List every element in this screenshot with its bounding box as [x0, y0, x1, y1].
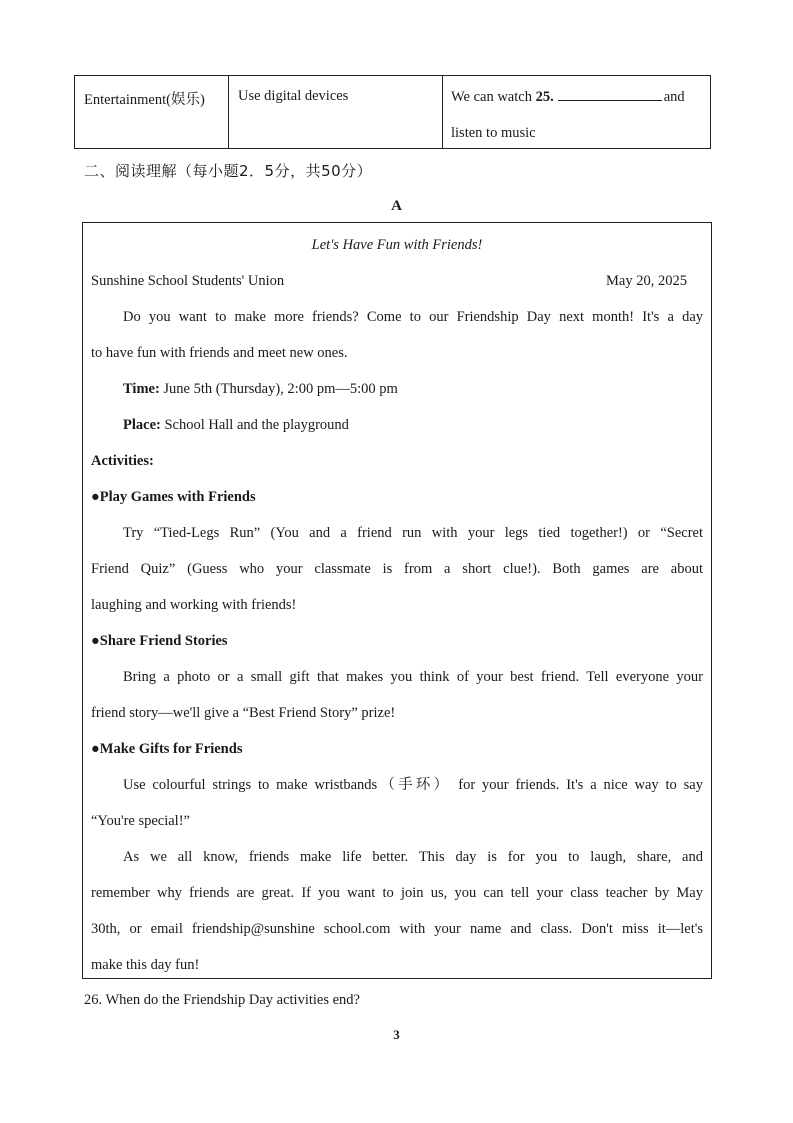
question-number-25: 25.	[535, 89, 554, 105]
activity-1-line-1: Try “Tied-Legs Run” (You and a friend run with your legs tied together!) or “Secret	[123, 525, 703, 541]
activity-1-line-3: laughing and working with friends!	[91, 597, 297, 613]
activities-label: Activities:	[91, 453, 154, 469]
notice-box	[82, 222, 712, 979]
activity-2-title: ●Share Friend Stories	[91, 633, 228, 649]
intro-line-1: Do you want to make more friends? Come to our Friendship Day next month! It's a day	[123, 309, 703, 325]
time-label: Time:	[123, 381, 160, 397]
place-label: Place:	[123, 417, 161, 433]
ending-line-2: remember why friends are great. If you want to join us, you can tell your class teacher by May	[91, 885, 703, 901]
table-cell-answer	[443, 76, 710, 148]
time-line	[91, 371, 703, 407]
section-heading: 二、阅读理解（每小题2．5分，共50分）	[84, 162, 373, 180]
notice-header	[91, 263, 703, 299]
blank-25[interactable]	[558, 88, 662, 101]
activity-1-title: ●Play Games with Friends	[91, 489, 256, 505]
activity-1-line-2: Friend Quiz” (Guess who your classmate is from a short clue!). Both games are about	[91, 561, 703, 577]
notice-date: May 20, 2025	[606, 273, 687, 289]
activity-2-line-1: Bring a photo or a small gift that makes you think of your best friend. Tell everyone your	[123, 669, 703, 685]
notice-title: Let's Have Fun with Friends!	[311, 237, 483, 253]
table-cell-category: Entertainment(娱乐)	[75, 76, 229, 148]
place-value: School Hall and the playground	[160, 417, 349, 433]
place-line	[91, 407, 703, 443]
page-number: 3	[393, 1027, 400, 1042]
passage-letter: A	[391, 198, 402, 214]
intro-line-2: to have fun with friends and meet new ones.	[91, 345, 348, 361]
activity-3-title: ●Make Gifts for Friends	[91, 741, 243, 757]
ending-line-4: make this day fun!	[91, 957, 200, 973]
activity-2-line-2: friend story—we'll give a “Best Friend Story” prize!	[91, 705, 396, 721]
activity-3-line-1: Use colourful strings to make wristbands（手环） for your friends. It's a nice way to say	[123, 777, 703, 793]
table-cell-activity: Use digital devices	[229, 76, 443, 148]
answer-prefix: We can watch	[451, 89, 536, 105]
time-value: June 5th (Thursday), 2:00 pm—5:00 pm	[159, 381, 398, 397]
ending-line-3: 30th, or email friendship@sunshine school.com with your name and class. Don't miss it—let's	[91, 921, 703, 937]
ending-line-1: As we all know, friends make life better. This day is for you to laugh, share, and	[123, 849, 703, 865]
activity-3-line-2: “You're special!”	[91, 813, 190, 829]
vocab-table-row	[74, 75, 711, 149]
answer-suffix: and	[663, 89, 685, 105]
answer-line2: listen to music	[451, 125, 536, 141]
notice-from: Sunshine School Students' Union	[91, 273, 285, 289]
question-26: 26. When do the Friendship Day activities end?	[84, 992, 360, 1008]
